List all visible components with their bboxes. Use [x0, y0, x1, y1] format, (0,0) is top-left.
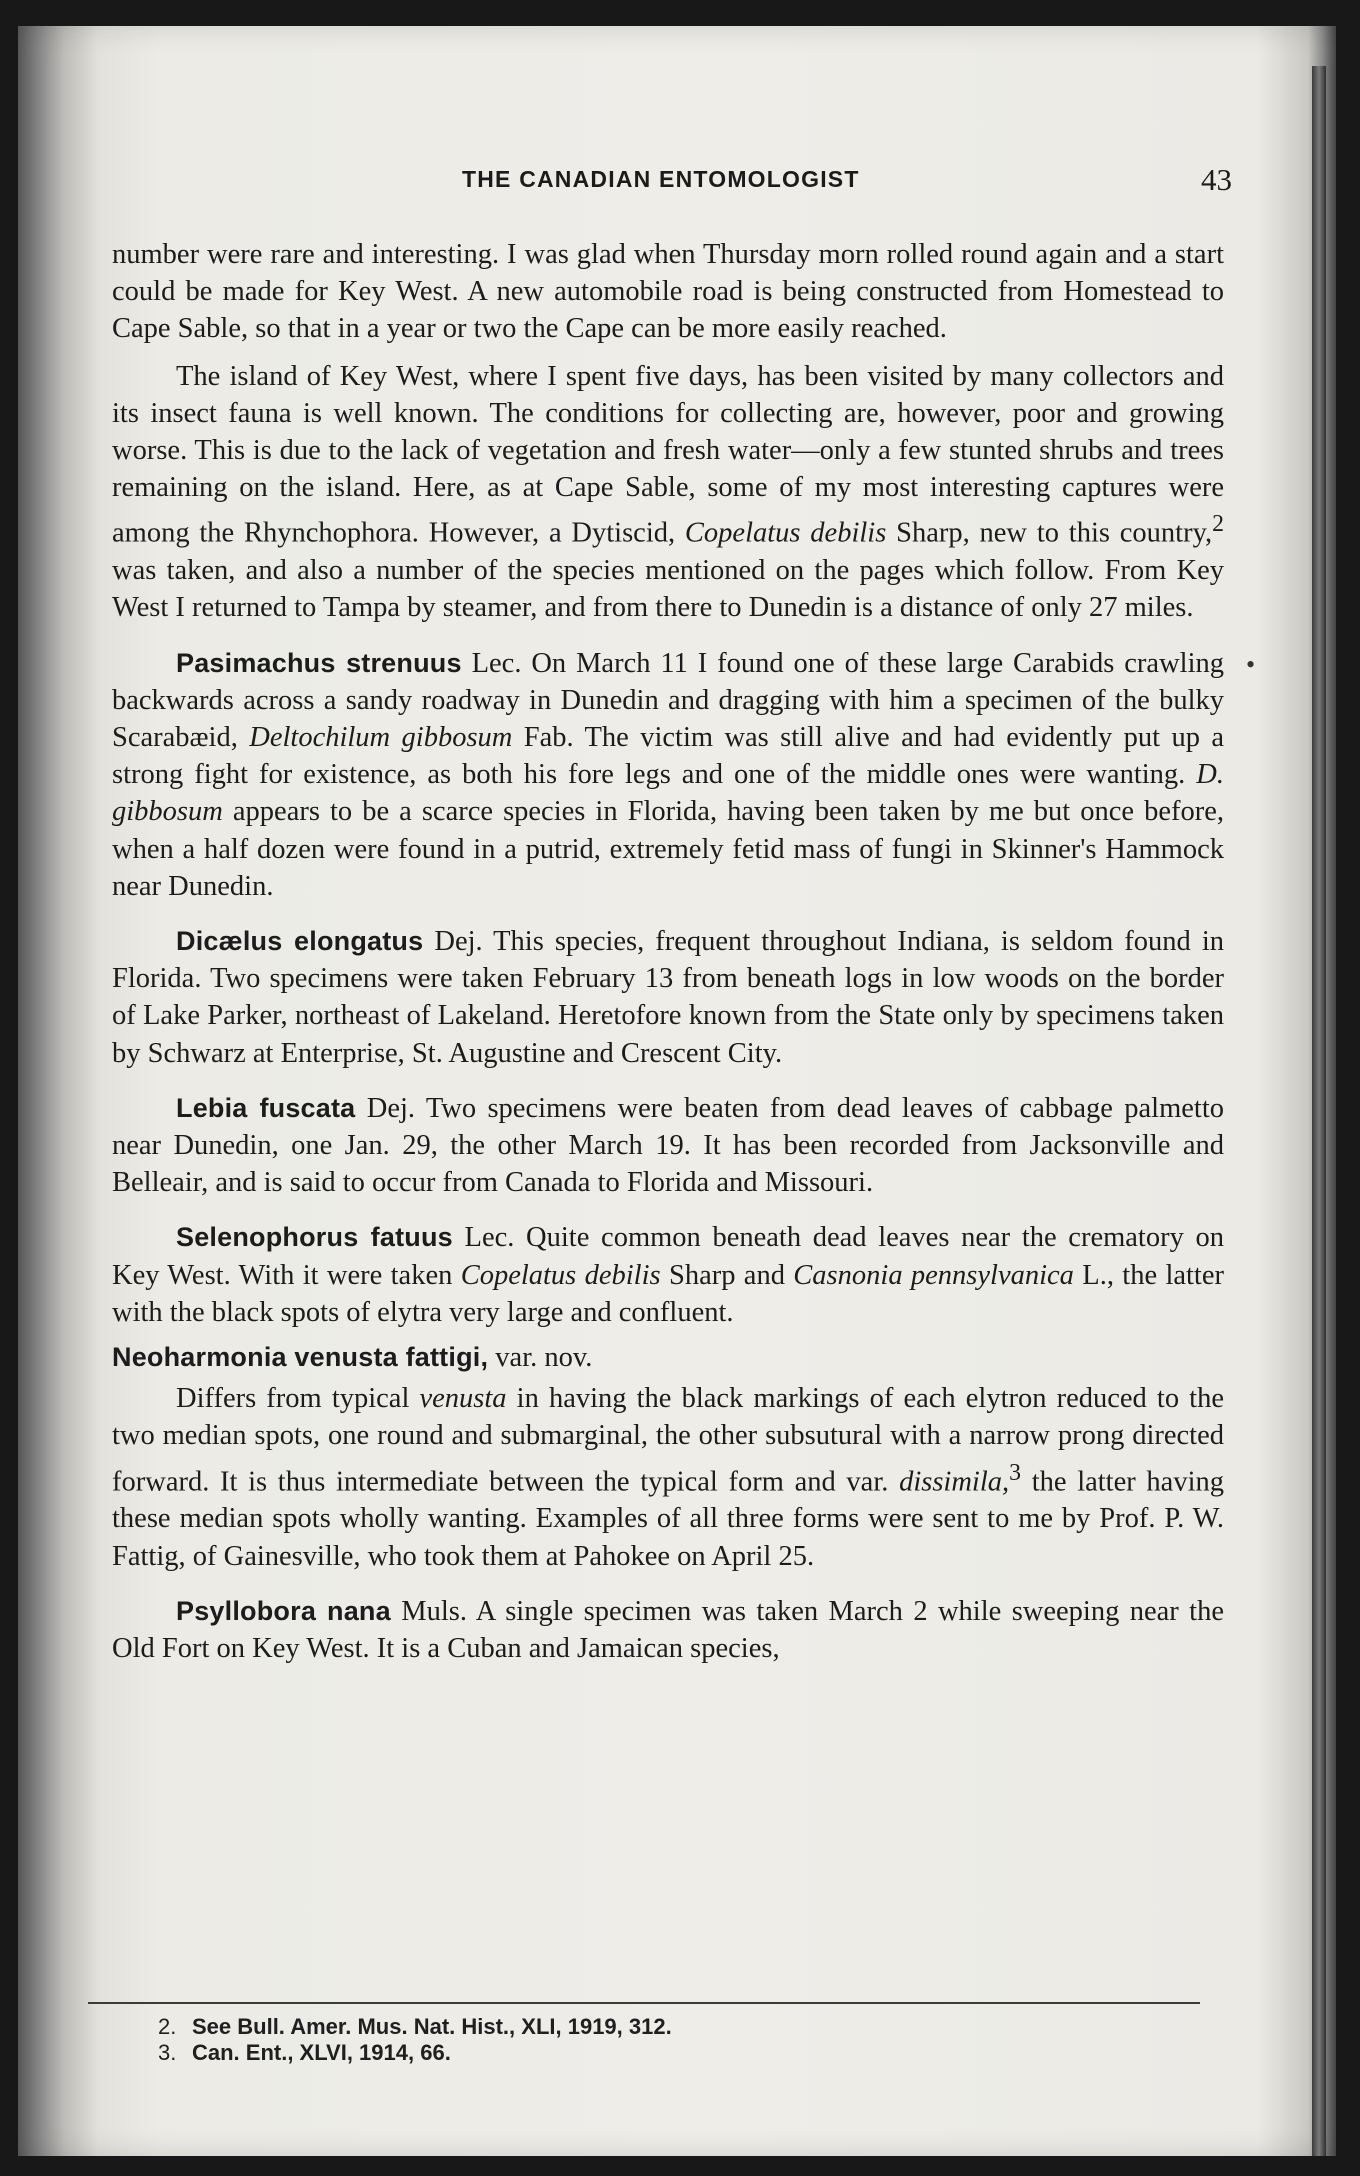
species-heading: Psyllobora nana: [176, 1595, 391, 1626]
taxon-name: Copelatus debilis: [460, 1259, 661, 1291]
species-heading: Pasimachus strenuus: [176, 647, 462, 678]
entry-pasimachus: Pasimachus strenuus Lec. On March 11 I found one of these large Carabids crawling backwards across a sandy roadway in Dunedin and dragging with him a specimen of the bulky Scarabæid, Deltochilum gibbosum Fab. The victim was still alive and had evidently put up a strong fight for existence, as both his fore legs and one of the middle ones were wanting. D. gibbosum appears to be a scarce species in Florida, having been taken by me but once before, when a half dozen were found in a putrid, extremely fetid mass of fungi in Skinner's Hammock near Dunedin.: [112, 647, 1225, 902]
page-header: [442, 162, 1242, 206]
species-heading: Lebia fuscata: [176, 1092, 356, 1123]
footnote-number: 3.: [158, 2040, 177, 2065]
footnote-text: Can. Ent., XLVI, 1914, 66.: [192, 2040, 451, 2065]
taxon-name: Copelatus debilis: [684, 517, 887, 549]
taxon-name: D. gibbosum: [112, 759, 1224, 828]
footnote-number: 2.: [158, 2014, 177, 2039]
entry-selenophorus: Selenophorus fatuus Lec. Quite common beneath dead leaves near the crematory on Key West. With it were taken Copelatus debilis Sharp and Casnonia pennsylvanica L., the latter with the black spots of elytra very large and confluent.: [112, 1222, 1224, 1328]
footnote: [158, 2014, 1058, 2040]
paragraph-key-west: The island of Key West, where I spent five days, has been visited by many collectors and its insect fauna is well known. The conditions for collecting are, however, poor and growing worse. This is due to the lack of vegetation and fresh water—only a few stunted shrubs and trees remaining on the island. Here, as at Cape Sable, some of my most interesting captures were among the Rhynchophora. However, a Dytiscid, Copelatus debilis Sharp, new to this country,$^2$ was taken, and also a number of the species mentioned on the pages which follow. From Key West I returned to Tampa by steamer, and from there to Dunedin is a distance of only 27 miles.: [112, 360, 1224, 624]
footnotes: [158, 2014, 1058, 2066]
taxon-name: dissimila,: [899, 1466, 1010, 1498]
species-heading: Dicælus elongatus: [176, 925, 424, 956]
margin-mark: •: [1246, 650, 1256, 679]
taxon-name: venusta: [419, 1383, 507, 1415]
footnote-divider: [88, 2002, 1200, 2004]
page-number: 43: [1201, 162, 1232, 197]
species-heading: Selenophorus fatuus: [176, 1222, 453, 1253]
entry-psyllobora: Psyllobora nana Muls. A single specimen was taken March 2 while sweeping near the Old Fort on Key West. It is a Cuban and Jamaican species,: [112, 1595, 1224, 1664]
running-head: THE CANADIAN ENTOMOLOGIST: [462, 166, 860, 192]
footnote-ref: 2: [1212, 511, 1224, 538]
variety-name: Neoharmonia venusta fattigi,: [112, 1341, 489, 1372]
entry-lebia: Lebia fuscata Dej. Two specimens were beaten from dead leaves of cabbage palmetto near Dunedin, one Jan. 29, the other March 19. It has been recorded from Jacksonville and Belleair, and is said to occur from Canada to Florida and Missouri.: [112, 1092, 1224, 1199]
taxon-name: Casnonia pennsylvanica: [793, 1259, 1074, 1291]
paragraph-continuation: number were rare and interesting. I was glad when Thursday morn rolled round again and a start could be made for Key West. A new automobile road is being constructed from Homestead to Cape Sable, so that in a year or two the Cape can be more easily reached.: [112, 239, 1224, 345]
footnote-text: See Bull. Amer. Mus. Nat. Hist., XLI, 1919, 312.: [192, 2014, 672, 2039]
entry-neoharmonia: Differs from typical venusta in having the black markings of each elytron reduced to the two median spots, one round and submarginal, the other subsutural with a narrow prong directed forward. It is thus intermediate between the typical form and var. dissimila,$^3$ the latter having these median spots wholly wanting. Examples of all three forms were sent to me by Prof. P. W. Fattig, of Gainesville, who took them at Pahokee on April 25.: [112, 1383, 1224, 1572]
footnote: [158, 2040, 1058, 2066]
entry-dicaelus: Dicælus elongatus Dej. This species, frequent throughout Indiana, is seldom found in Florida. Two specimens were taken February 13 from beneath logs in low woods on the border of Lake Parker, northeast of Lakeland. Heretofore known from the State only by specimens taken by Schwarz at Enterprise, St. Augustine and Crescent City.: [112, 925, 1224, 1069]
taxon-name: Deltochilum gibbosum: [249, 721, 513, 753]
new-variety-heading: Neoharmonia venusta fattigi, var. nov.: [112, 1341, 593, 1373]
footnote-ref: 3: [1009, 1459, 1021, 1486]
body-text: [112, 236, 1224, 1667]
page-edge-shadow: [1312, 66, 1326, 2156]
